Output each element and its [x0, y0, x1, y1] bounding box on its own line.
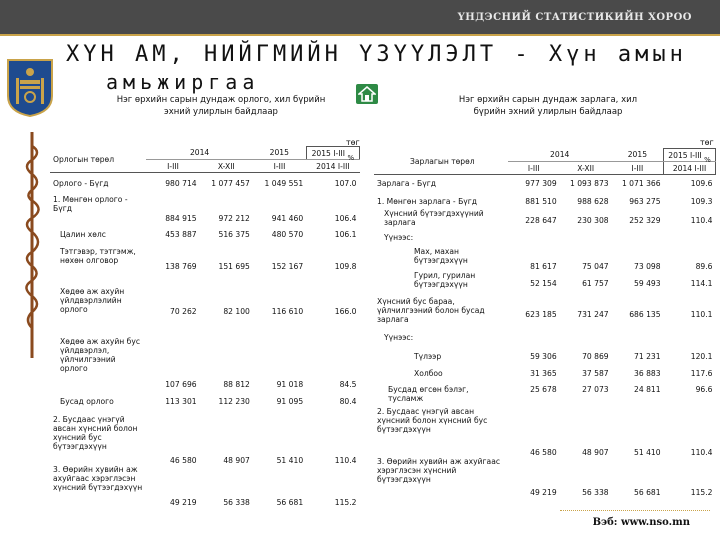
cell-value: 980 714 — [165, 178, 197, 188]
cell-value: 107.0 — [334, 178, 357, 188]
cell-value: 61 757 — [582, 279, 609, 288]
year-header: 2015 — [612, 149, 664, 162]
income-type-header: Орлогын төрөл — [50, 147, 146, 173]
row-label: Мах, махан бүтээгдэхүүн — [414, 246, 468, 265]
cell-value: 228 647 — [525, 216, 557, 225]
cell-value: 80.4 — [339, 397, 357, 406]
period-header: I-III — [253, 160, 306, 173]
table-row — [50, 195, 360, 223]
table-row — [374, 457, 716, 497]
row-label: Гурил, гурилан бүтээгдэхүүн — [414, 270, 476, 289]
website-link[interactable]: Вэб: www.nso.mn — [592, 517, 690, 528]
cell-value: 51 410 — [276, 455, 304, 465]
table-row — [374, 233, 716, 247]
cell-value: 75 047 — [582, 261, 609, 271]
cell-value: 941 460 — [271, 213, 304, 223]
cell-value: 112 230 — [218, 397, 250, 406]
period-header: I-III — [612, 162, 664, 175]
expense-unit: төг — [700, 138, 714, 147]
row-label: Бусад орлого — [60, 397, 114, 406]
table-row — [50, 337, 360, 389]
row-label: 1. Мөнгөн орлого - Бүгд — [53, 194, 128, 213]
cell-value: 120.1 — [690, 352, 713, 361]
cell-value: 623 185 — [525, 310, 557, 319]
cell-value: 73 098 — [634, 261, 661, 271]
expense-table — [374, 148, 716, 497]
cell-value: 113 301 — [165, 397, 197, 406]
cell-value: 884 915 — [165, 213, 197, 223]
cell-value: 252 329 — [629, 216, 661, 225]
table-row — [374, 271, 716, 297]
cell-value: 138 769 — [165, 262, 197, 271]
row-label: Үүнээс: — [384, 232, 414, 242]
cell-value: 36 883 — [634, 368, 661, 378]
banner-divider — [0, 34, 720, 36]
row-label: 3. Өөрийн хувийн аж ахуйгаас хэрэглэсэн хүнсний бүтээгдэхүүн — [377, 456, 501, 484]
cell-value: 117.6 — [690, 368, 713, 378]
cell-value: 115.2 — [334, 497, 357, 507]
table-row — [374, 345, 716, 369]
soyombo-logo-icon — [4, 56, 56, 118]
cell-value: 516 375 — [218, 230, 250, 239]
row-label: 2. Бусдаас үнэгүй авсан хүнсний болон хүнсний бус бүтээгдэхүүн — [377, 406, 488, 434]
cell-value: 116 610 — [271, 307, 304, 316]
cell-value: 59 306 — [530, 352, 557, 361]
cell-value: 453 887 — [165, 230, 197, 239]
table-row — [50, 465, 360, 507]
row-label: Хүнсний бүтээгдэхүүний зарлага — [384, 208, 484, 227]
cell-value: 110.4 — [334, 455, 357, 465]
cell-value: 82 100 — [223, 307, 250, 316]
mongolian-script-emblem — [14, 126, 48, 366]
table-row — [374, 197, 716, 209]
cell-value: 106.1 — [334, 230, 357, 239]
income-table-subtitle: Нэг өрхийн сарын дундаж орлого, хил бүрийн эхний улирлын байдлаар — [116, 95, 326, 117]
row-label: Хөдөө аж ахуйн үйлдвэрлэлийн орлого — [60, 286, 125, 314]
cell-value: 731 247 — [577, 310, 609, 319]
row-label: Бусдад өгсөн бэлэг, тусламж — [388, 384, 469, 403]
cell-value: 48 907 — [582, 447, 609, 457]
year-header: 2015 — [253, 147, 306, 160]
cell-value: 56 338 — [582, 487, 609, 497]
row-label: 2. Бусдаас үнэгүй авсан хүнсний болон хүнсний бус бүтээгдэхүүн — [53, 414, 138, 451]
cell-value: 89.6 — [695, 261, 713, 271]
cell-value: 686 135 — [629, 310, 661, 319]
cell-value: 96.6 — [695, 384, 713, 394]
income-unit: төг — [346, 138, 360, 147]
table-row — [50, 223, 360, 247]
cell-value: 109.6 — [690, 178, 713, 188]
period-header: 2014 I-III — [306, 160, 359, 173]
table-row — [374, 179, 716, 197]
cell-value: 1 049 551 — [264, 178, 304, 188]
cell-value: 24 811 — [634, 384, 661, 394]
table-row — [50, 287, 360, 337]
table-row — [374, 247, 716, 271]
footer-divider — [560, 510, 710, 511]
table-row — [50, 247, 360, 287]
organization-name: ҮНДЭСНИЙ СТАТИСТИКИЙН ХОРОО — [457, 12, 692, 23]
page-title: ХҮН АМ, НИЙГМИЙН ҮЗҮҮЛЭЛТ - Хүн амын — [66, 42, 687, 67]
cell-value: 109.3 — [690, 196, 713, 206]
cell-value: 46 580 — [170, 455, 197, 465]
period-header: X-XII — [560, 162, 612, 175]
cell-value: 91 095 — [276, 397, 304, 406]
cell-value: 110.4 — [690, 216, 713, 225]
cell-value: 972 212 — [218, 213, 250, 223]
row-label: Хөдөө аж ахуйн бус үйлдвэрлэл, үйлчилгээний орлого — [60, 336, 141, 373]
cell-value: 963 275 — [629, 196, 661, 206]
cell-value: 81 617 — [530, 261, 557, 271]
cell-value: 37 587 — [582, 368, 609, 378]
cell-value: 881 510 — [525, 196, 557, 206]
cell-value: 977 309 — [525, 178, 557, 188]
year-header: 2014 — [508, 149, 612, 162]
table-row — [374, 209, 716, 233]
cell-value: 1 071 366 — [621, 178, 661, 188]
year-header: 2014 — [146, 147, 253, 160]
cell-value: 107 696 — [165, 379, 197, 389]
cell-value: 46 580 — [530, 447, 557, 457]
cell-value: 1 077 457 — [211, 178, 250, 188]
row-label: Холбоо — [414, 368, 443, 378]
cell-value: 88 812 — [223, 379, 250, 389]
cell-value: 1 093 873 — [569, 178, 609, 188]
cell-value: 51 410 — [634, 447, 661, 457]
cell-value: 71 231 — [634, 352, 661, 361]
cell-value: 152 167 — [271, 262, 304, 271]
row-label: Үүнээс: — [384, 332, 414, 342]
top-banner — [0, 0, 720, 34]
cell-value: 110.4 — [690, 447, 713, 457]
year-header: 2015 I-III % — [664, 149, 716, 162]
table-row — [50, 179, 360, 195]
cell-value: 70 869 — [582, 352, 609, 361]
row-label: Тэтгэвэр, тэтгэмж, нөхөн олговор — [60, 246, 136, 265]
cell-value: 110.1 — [690, 310, 713, 319]
row-label: Орлого - Бүгд — [53, 178, 109, 188]
cell-value: 109.8 — [334, 262, 357, 271]
table-row — [374, 369, 716, 385]
table-row — [374, 297, 716, 333]
row-label: Хүнсний бус бараа, үйлчилгээний болон бусад зарлага — [377, 296, 485, 324]
cell-value: 91 018 — [276, 379, 304, 389]
cell-value: 70 262 — [170, 307, 197, 316]
cell-value: 151 695 — [218, 262, 250, 271]
cell-value: 59 493 — [634, 279, 661, 288]
table-row — [374, 333, 716, 345]
row-label: Зарлага - Бүгд — [377, 178, 437, 188]
cell-value: 56 338 — [223, 497, 250, 507]
expense-type-header: Зарлагын төрөл — [374, 149, 508, 175]
period-header: 2014 I-III — [664, 162, 716, 175]
cell-value: 166.0 — [334, 307, 357, 316]
cell-value: 25 678 — [530, 384, 557, 394]
cell-value: 52 154 — [530, 279, 557, 288]
home-icon[interactable] — [356, 84, 378, 104]
cell-value: 27 073 — [582, 384, 609, 394]
period-header: I-III — [146, 160, 199, 173]
row-label: Түлээр — [414, 352, 442, 361]
row-label: Цалин хөлс — [60, 230, 106, 239]
cell-value: 56 681 — [276, 497, 304, 507]
table-row — [50, 389, 360, 415]
table-row — [374, 407, 716, 457]
cell-value: 49 219 — [530, 487, 557, 497]
period-header: X-XII — [200, 160, 253, 173]
cell-value: 49 219 — [170, 497, 197, 507]
year-header: 2015 I-III % — [306, 147, 359, 160]
cell-value: 56 681 — [634, 487, 661, 497]
cell-value: 31 365 — [530, 368, 557, 378]
cell-value: 114.1 — [690, 279, 713, 288]
page-title-continued: амьжиргаа — [106, 70, 260, 94]
cell-value: 48 907 — [223, 455, 250, 465]
cell-value: 480 570 — [271, 230, 304, 239]
table-row — [50, 415, 360, 465]
period-header: I-III — [508, 162, 560, 175]
row-label: 1. Мөнгөн зарлага - Бүгд — [377, 196, 478, 206]
cell-value: 115.2 — [690, 487, 713, 497]
expense-table-subtitle: Нэг өрхийн сарын дундаж зарлага, хил бүрийн эхний улирлын байдлаар — [458, 95, 638, 117]
table-row — [374, 385, 716, 407]
cell-value: 230 308 — [577, 216, 609, 225]
row-label: 3. Өөрийн хувийн аж ахуйгаас хэрэглэсэн хүнсний бүтээгдэхүүн — [53, 464, 143, 492]
income-table — [50, 146, 360, 507]
cell-value: 84.5 — [339, 379, 357, 389]
cell-value: 988 628 — [577, 196, 609, 206]
cell-value: 106.4 — [334, 213, 357, 223]
